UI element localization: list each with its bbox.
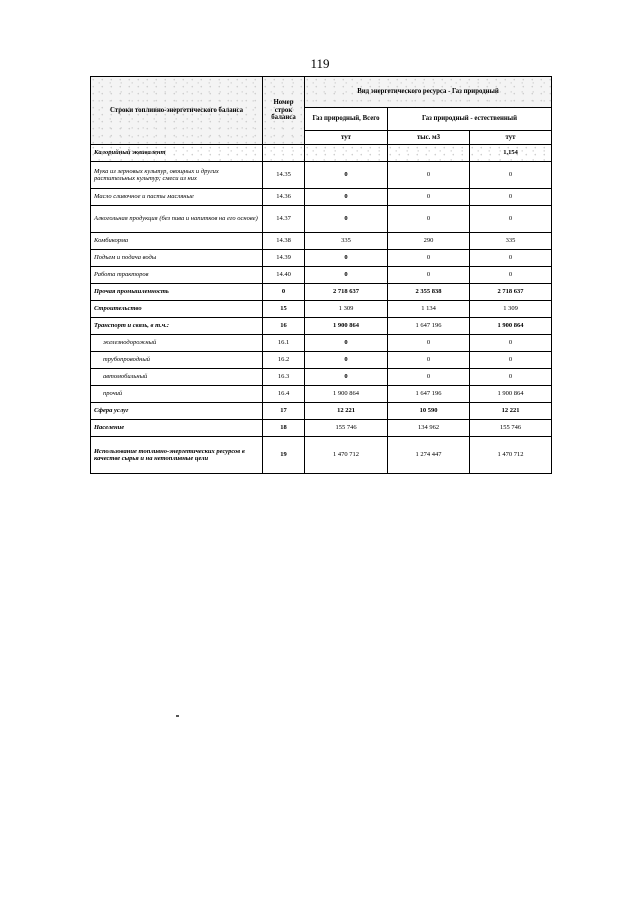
row-value-natural: 0 <box>470 206 552 233</box>
caloric-label: Калорийный эквивалент <box>91 145 263 162</box>
row-name: Мука из зерновых культур, овощных и других растительных культур; смеси из них <box>91 162 263 189</box>
header-row-main <box>91 77 552 108</box>
row-name: железнодорожный <box>91 335 263 352</box>
row-value-total: 0 <box>305 250 388 267</box>
caloric-row <box>91 145 552 162</box>
table-row <box>91 206 552 233</box>
row-value-natural: 0 <box>470 352 552 369</box>
table-row <box>91 386 552 403</box>
resource-type-header: Вид энергетического ресурса - Газ природный <box>305 77 552 108</box>
row-value-total: 0 <box>305 206 388 233</box>
row-name: прочий <box>91 386 263 403</box>
row-value-natural: 1 900 864 <box>470 318 552 335</box>
row-value-natural: 0 <box>470 267 552 284</box>
row-name: Алкогольная продукция (без пива и напитков на его основе) <box>91 206 263 233</box>
row-value-volume: 0 <box>388 206 470 233</box>
row-value-volume: 0 <box>388 335 470 352</box>
row-value-total: 0 <box>305 162 388 189</box>
row-code: 19 <box>263 437 305 474</box>
rows-label-header: Строки топливно-энергетического баланса <box>91 77 263 145</box>
table-row <box>91 420 552 437</box>
row-value-total: 155 746 <box>305 420 388 437</box>
row-value-total: 0 <box>305 352 388 369</box>
row-value-volume: 2 355 838 <box>388 284 470 301</box>
row-value-volume: 1 134 <box>388 301 470 318</box>
table-row <box>91 403 552 420</box>
table-row <box>91 335 552 352</box>
row-name: Прочая промышленность <box>91 284 263 301</box>
row-value-volume: 1 647 196 <box>388 386 470 403</box>
row-code: 15 <box>263 301 305 318</box>
row-value-total: 0 <box>305 267 388 284</box>
col-natural-header: Газ природный - естественный <box>388 108 552 131</box>
col-total-header: Газ природный, Всего <box>305 108 388 131</box>
row-value-natural: 1 470 712 <box>470 437 552 474</box>
table-row <box>91 301 552 318</box>
table-row <box>91 284 552 301</box>
table-row <box>91 437 552 474</box>
page-number: 119 <box>310 56 330 71</box>
row-code: 17 <box>263 403 305 420</box>
row-code: 16 <box>263 318 305 335</box>
row-code: 14.38 <box>263 233 305 250</box>
row-value-volume: 0 <box>388 352 470 369</box>
row-code: 14.40 <box>263 267 305 284</box>
unit-header-3: тут <box>470 131 552 145</box>
scan-speck <box>176 715 179 717</box>
row-value-total: 335 <box>305 233 388 250</box>
row-value-volume: 0 <box>388 162 470 189</box>
table-row <box>91 162 552 189</box>
row-value-total: 1 470 712 <box>305 437 388 474</box>
row-value-total: 12 221 <box>305 403 388 420</box>
row-value-volume: 0 <box>388 250 470 267</box>
table-row <box>91 189 552 206</box>
row-code: 14.39 <box>263 250 305 267</box>
row-value-natural: 1 309 <box>470 301 552 318</box>
row-value-natural: 335 <box>470 233 552 250</box>
row-value-total: 1 900 864 <box>305 318 388 335</box>
row-name: Строительство <box>91 301 263 318</box>
table-row <box>91 352 552 369</box>
row-value-total: 2 718 637 <box>305 284 388 301</box>
row-value-natural: 155 746 <box>470 420 552 437</box>
row-value-total: 0 <box>305 189 388 206</box>
caloric-value: 1,154 <box>470 145 552 162</box>
row-value-total: 1 900 864 <box>305 386 388 403</box>
row-name: Комбикорма <box>91 233 263 250</box>
row-name: Масло сливочное и пасты масляные <box>91 189 263 206</box>
table-row <box>91 250 552 267</box>
table-row <box>91 233 552 250</box>
row-value-total: 0 <box>305 369 388 386</box>
row-value-volume: 290 <box>388 233 470 250</box>
row-name: автомобильный <box>91 369 263 386</box>
row-value-volume: 134 962 <box>388 420 470 437</box>
row-name: Сфера услуг <box>91 403 263 420</box>
row-value-natural: 2 718 637 <box>470 284 552 301</box>
row-name: трубопроводный <box>91 352 263 369</box>
row-value-volume: 10 590 <box>388 403 470 420</box>
row-name: Работа тракторов <box>91 267 263 284</box>
row-value-volume: 0 <box>388 189 470 206</box>
row-name: Использование топливно-энергетических ресурсов в качестве сырья и на нетопливные цели <box>91 437 263 474</box>
row-name: Население <box>91 420 263 437</box>
row-value-volume: 1 647 196 <box>388 318 470 335</box>
row-name: Транспорт и связь, в т.ч.: <box>91 318 263 335</box>
line-number-header: Номер строк баланса <box>263 77 305 145</box>
row-value-total: 0 <box>305 335 388 352</box>
table-row <box>91 318 552 335</box>
row-value-natural: 0 <box>470 369 552 386</box>
row-value-total: 1 309 <box>305 301 388 318</box>
row-value-natural: 12 221 <box>470 403 552 420</box>
row-value-natural: 0 <box>470 189 552 206</box>
row-code: 16.2 <box>263 352 305 369</box>
row-code: 16.1 <box>263 335 305 352</box>
row-value-natural: 1 900 864 <box>470 386 552 403</box>
row-value-natural: 0 <box>470 250 552 267</box>
unit-header-2: тыс. м3 <box>388 131 470 145</box>
row-value-volume: 0 <box>388 369 470 386</box>
unit-header-1: тут <box>305 131 388 145</box>
row-code: 14.37 <box>263 206 305 233</box>
row-code: 0 <box>263 284 305 301</box>
row-code: 14.36 <box>263 189 305 206</box>
row-value-natural: 0 <box>470 162 552 189</box>
row-value-natural: 0 <box>470 335 552 352</box>
row-value-volume: 0 <box>388 267 470 284</box>
table-row <box>91 267 552 284</box>
row-code: 16.3 <box>263 369 305 386</box>
fuel-energy-balance-table <box>90 76 552 474</box>
table-row <box>91 369 552 386</box>
row-code: 18 <box>263 420 305 437</box>
row-name: Подъем и подача воды <box>91 250 263 267</box>
row-code: 16.4 <box>263 386 305 403</box>
row-code: 14.35 <box>263 162 305 189</box>
row-value-volume: 1 274 447 <box>388 437 470 474</box>
